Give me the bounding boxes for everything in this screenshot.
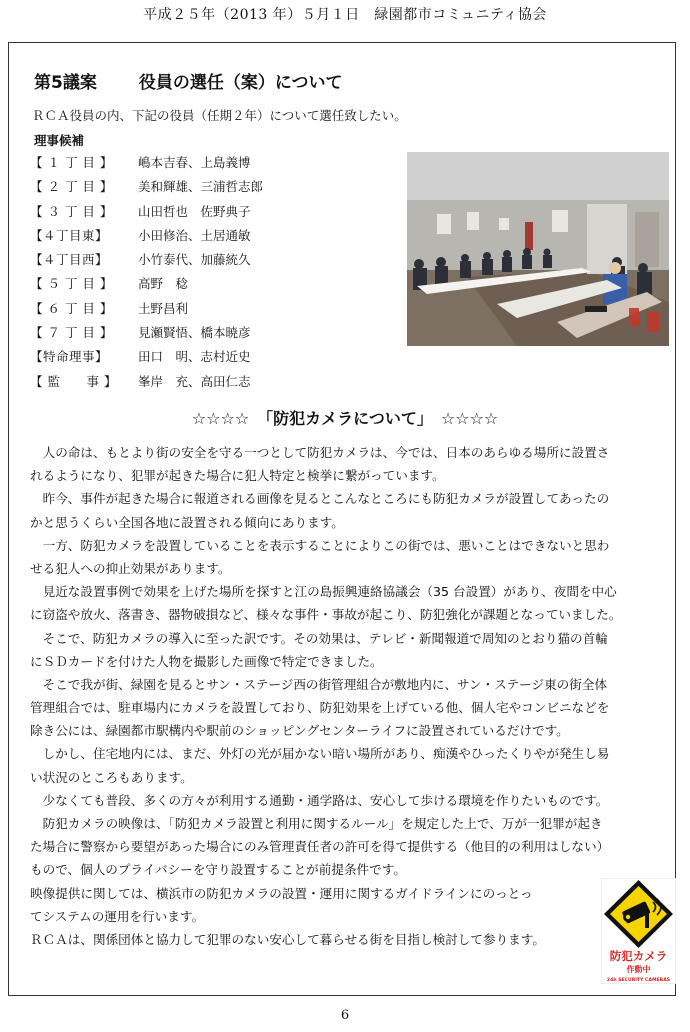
candidate-names: 小田修治、土居通敏 xyxy=(138,227,251,243)
page-number: 6 xyxy=(340,1008,350,1023)
paragraph-line: かと思うくらい全国各地に設置される傾向にあります。 xyxy=(30,514,344,530)
candidate-area: 【 ３ 丁 目 】 xyxy=(30,203,113,219)
candidate-names: 嶋本吉春、上島義博 xyxy=(138,155,251,170)
candidate-names: 小竹泰代、加藤統久 xyxy=(138,252,251,268)
candidate-names: 見瀬賢悟、橋本暁彦 xyxy=(138,325,251,341)
paragraph-line: い状況のところもあります。 xyxy=(30,769,193,785)
paragraph-line: 防犯カメラの映像は、「防犯カメラ設置と利用に関するルール」を規定した上で、万が一犯罪が起き xyxy=(30,816,603,831)
paragraph-line: もので、個人のプライバシーを守り設置することが前提条件です。 xyxy=(30,862,406,878)
paragraph-line: にＳＤカードを付けた人物を撮影した画像で特定できました。 xyxy=(30,653,383,669)
candidate-area: 【 ５ 丁 目 】 xyxy=(30,276,113,292)
paragraph-line: しかし、住宅地内には、まだ、外灯の光が届かない暗い場所があり、痴漢やひったくりやが発生し易 xyxy=(30,746,610,762)
candidate-area: 【４丁目東】 xyxy=(30,227,109,243)
candidate-row xyxy=(30,202,263,226)
paragraph-line: 管理組合では、駐車場内にカメラを設置しており、防犯効果を上げている他、個人宅やコンビニなどを xyxy=(30,700,610,716)
candidate-row xyxy=(30,226,263,250)
paragraph-line: に窃盗や放火、落書き、器物破損など、様々な事件・事故が起こり、防犯強化が課題となっていました。 xyxy=(30,607,622,623)
paragraph-line: ＲＣＡは、関係団体と協力して犯罪のない安心して暮らせる街を目指し検討して参ります。 xyxy=(30,931,545,947)
security-camera-sign xyxy=(601,878,676,984)
paragraph-line: そこで、防犯カメラの導入に至った訳です。その効果は、テレビ・新聞報道で周知のとおり猫の首輪 xyxy=(30,630,608,646)
sign-caption: 24h SECURITY CAMERAS xyxy=(606,978,671,983)
candidate-area: 【 監 事 】 xyxy=(30,373,117,389)
section-title: ☆☆☆☆ 「防犯カメラについて」 ☆☆☆☆ xyxy=(191,409,499,428)
candidate-names: 美和輝雄、三浦哲志郎 xyxy=(138,179,264,195)
candidate-row xyxy=(30,153,263,177)
paragraph-line: た場合に警察から要望があった場合にのみ管理責任者の許可を得て提供する（他目的の利用はしない） xyxy=(30,839,610,855)
paragraph-line: 人の命は、もとより街の安全を守る一つとして防犯カメラは、今では、日本のあらゆる場所に設置さ xyxy=(30,445,610,460)
candidate-area: 【 １ 丁 目 】 xyxy=(30,155,113,170)
candidate-area: 【特命理事】 xyxy=(30,349,109,365)
candidate-area: 【 ２ 丁 目 】 xyxy=(30,179,113,195)
candidate-row xyxy=(30,177,263,201)
paragraph-line: 一方、防犯カメラを設置していることを表示することによりこの街では、悪いことはできないと思わ xyxy=(30,537,610,553)
paragraph-line: 見近な設置事例で効果を上げた場所を探すと江の島振興連絡協議会（35 台設置）があり、夜間を中心 xyxy=(30,584,617,600)
intro-text: ＲＣＡ役員の内、下記の役員（任期２年）について選任致したい。 xyxy=(32,108,407,123)
proposal-number: 第5議案 xyxy=(34,73,97,93)
candidate-area: 【４丁目西】 xyxy=(30,252,109,268)
meeting-photo xyxy=(407,152,669,346)
candidate-row xyxy=(30,250,263,274)
paragraph-line: 少なくても普段、多くの方々が利用する通勤・通学路は、安心して歩ける環境を作りたいものです。 xyxy=(30,792,609,808)
security-camera-sign-graphic xyxy=(601,878,676,984)
candidate-names: 峯岸 充、高田仁志 xyxy=(138,373,251,389)
candidate-row xyxy=(30,372,263,396)
paragraph-line: 昨今、事件が起きた場合に報道される画像を見るとこんなところにも防犯カメラが設置してあったの xyxy=(30,491,610,507)
meeting-room-illustration xyxy=(407,152,669,346)
paragraph-line: 映像提供に関しては、横浜市の防犯カメラの設置・運用に関するガイドラインにのっとっ xyxy=(30,885,533,901)
proposal-subject: 役員の選任（案）について xyxy=(138,73,343,93)
candidate-area: 【 ６ 丁 目 】 xyxy=(30,300,113,316)
candidate-list xyxy=(30,153,263,396)
paragraph-line: れるようになり、犯罪が起きた場合に犯人特定と検挙に繋がっています。 xyxy=(30,468,445,484)
article-body xyxy=(30,442,678,952)
paragraph-line: てシステムの運用を行います。 xyxy=(30,908,205,924)
page-header: 平成２５年（2013 年）５月１日 緑園都市コミュニティ協会 xyxy=(143,7,547,23)
candidate-names: 高野 稔 xyxy=(138,276,189,292)
candidate-area: 【 ７ 丁 目 】 xyxy=(30,325,113,341)
candidates-heading: 理事候補 xyxy=(34,133,85,148)
candidate-row xyxy=(30,274,263,298)
sign-main-text: 防犯カメラ xyxy=(609,949,668,963)
paragraph-line: そこで我が街、緑園を見るとサン・ステージ西の街管理組合が敷地内に、サン・ステージ東の街全体 xyxy=(30,676,608,692)
candidate-row xyxy=(30,347,263,371)
candidate-names: 土野昌利 xyxy=(138,300,189,316)
paragraph-line: 除き公には、緑園都市駅構内や駅前のショッピングセンターライフに設置されているだけです。 xyxy=(30,723,569,739)
paragraph-line: せる犯人への抑止効果があります。 xyxy=(30,560,231,576)
candidate-row xyxy=(30,299,263,323)
candidate-names: 山田哲也 佐野典子 xyxy=(138,203,251,219)
candidate-names: 田口 明、志村近史 xyxy=(138,349,251,365)
sign-sub-text: 作動中 xyxy=(626,965,651,974)
candidate-row xyxy=(30,323,263,347)
proposal-title xyxy=(34,68,343,93)
